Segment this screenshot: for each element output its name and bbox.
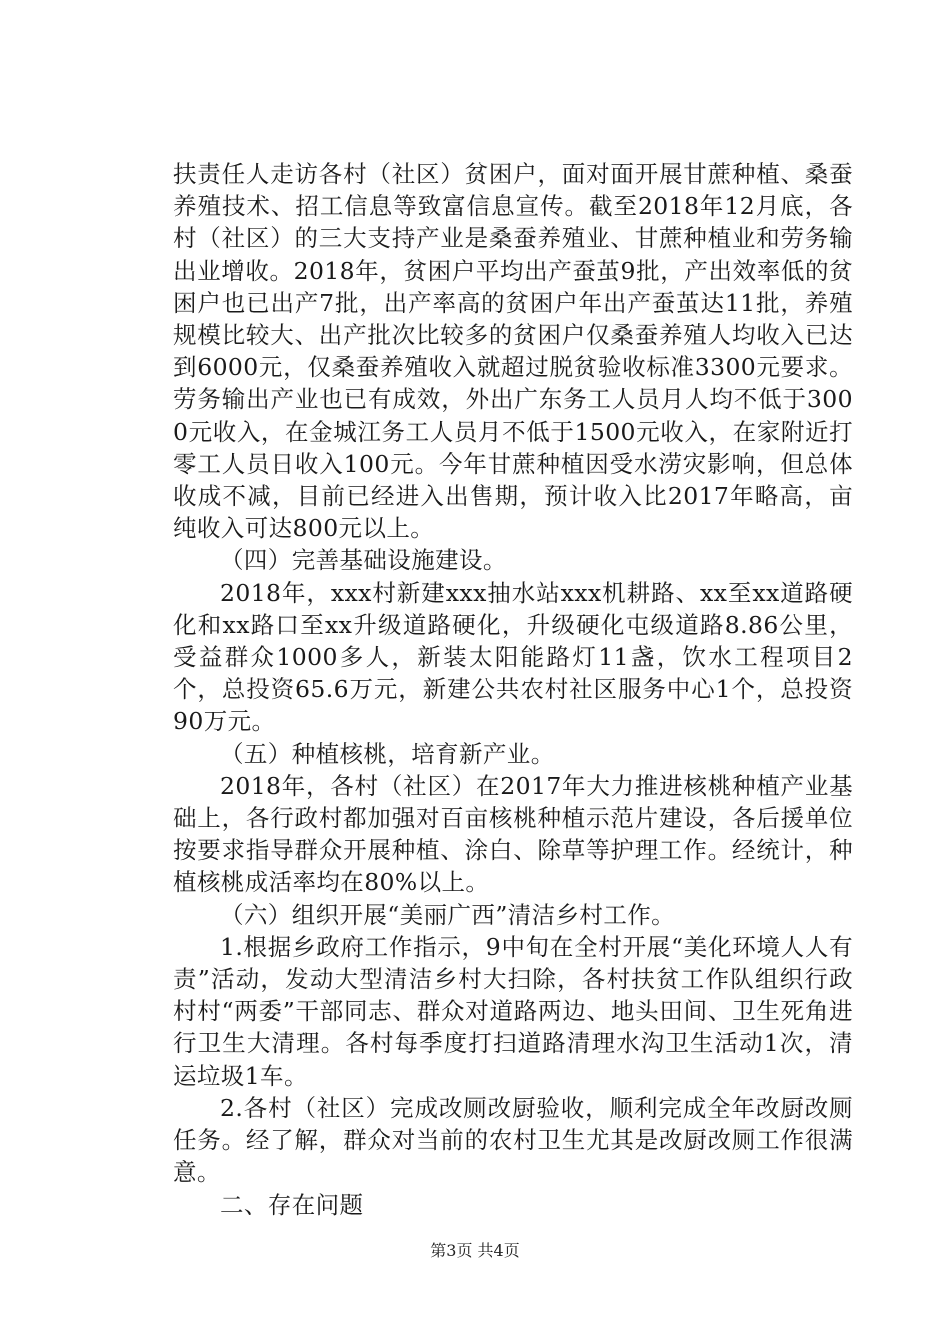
paragraph-walnut: 2018年，各村（社区）在2017年大力推进核桃种植产业基础上，各行政村都加强对百亩核桃种植示范片建设，各后援单位按要求指导群众开展种植、涂白、除草等护理工作。经统计，种植核桃成活率均在80%以上。 [173,771,853,897]
document-body [173,158,853,1221]
paragraph-infrastructure: 2018年，xxx村新建xxx抽水站xxx机耕路、xx至xx道路硬化和xx路口至xx升级道路硬化，升级硬化屯级道路8.86公里，受益群众1000多人，新装太阳能路灯11盏，饮水工程项目2个，总投资65.6万元，新建公共农村社区服务中心1个，总投资90万元。 [173,578,853,736]
section-heading-walnut: （五）种植核桃，培育新产业。 [220,739,555,768]
paragraph-clean-village-1: 1.根据乡政府工作指示，9中旬在全村开展“美化环境人人有责”活动，发动大型清洁乡村大扫除，各村扶贫工作队组织行政村村“两委”干部同志、群众对道路两边、地头田间、卫生死角进行卫生大清理。各村每季度打扫道路清理水沟卫生活动1次，清运垃圾1车。 [173,932,853,1090]
paragraph-clean-village-2: 2.各村（社区）完成改厕改厨验收，顺利完成全年改厨改厕任务。经了解，群众对当前的农村卫生尤其是改厨改厕工作很满意。 [173,1093,853,1187]
section-heading-infrastructure: （四）完善基础设施建设。 [220,546,507,575]
paragraph-industry-income: 扶责任人走访各村（社区）贫困户，面对面开展甘蔗种植、桑蚕养殖技术、招工信息等致富信息宣传。截至2018年12月底，各村（社区）的三大支持产业是桑蚕养殖业、甘蔗种植业和劳务输出业增收。2018年，贫困户平均出产蚕茧9批，产出效率低的贫困户也已出产7批，出产率高的贫困户年出产蚕茧达11批，养殖规模比较大、出产批次比较多的贫困户仅桑蚕养殖人均收入已达到6000元，仅桑蚕养殖收入就超过脱贫验收标准3300元要求。劳务输出产业也已有成效，外出广东务工人员月人均不低于3000元收入，在金城江务工人员月不低于1500元收入，在家附近打零工人员日收入100元。今年甘蔗种植因受水涝灾影响，但总体收成不减，目前已经进入出售期，预计收入比2017年略高，亩纯收入可达800元以上。 [173,160,853,543]
page-footer: 第3页 共4页 [430,1241,520,1260]
section-heading-clean-village: （六）组织开展“美丽广西”清洁乡村工作。 [220,900,676,929]
section-heading-problems: 二、存在问题 [220,1190,364,1219]
